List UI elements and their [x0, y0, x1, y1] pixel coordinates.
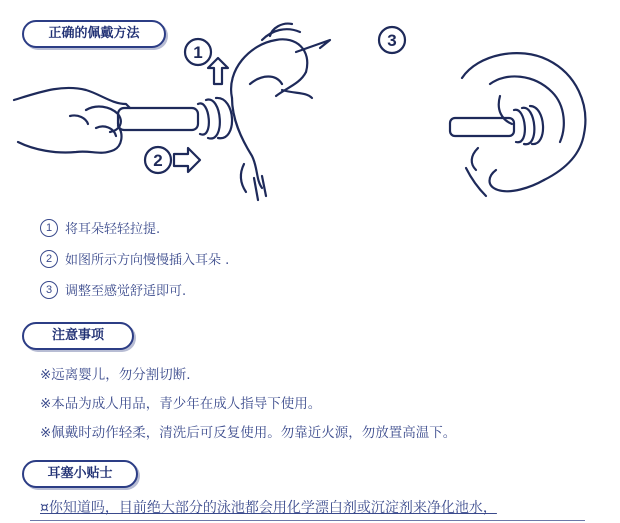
step-item — [40, 212, 229, 243]
label-2: 2 — [153, 151, 163, 170]
label-1: 1 — [193, 43, 203, 62]
arrow-right-icon — [174, 148, 200, 172]
notice-list — [40, 361, 456, 448]
notice-item: ※佩戴时动作轻柔，清洗后可反复使用。勿靠近火源，勿放置高温下。 — [40, 425, 457, 441]
wearing-steps — [40, 212, 229, 305]
header-wearing-method: 正确的佩戴方法 — [22, 20, 166, 48]
step-item — [40, 243, 229, 274]
step-number: 3 — [40, 281, 58, 299]
step-text: 如图所示方向慢慢插入耳朵 . — [65, 253, 230, 268]
tip-text: ¤你知道吗，目前绝大部分的泳池都会用化学漂白剂或沉淀剂来净化池水， — [40, 500, 497, 516]
earplug-drawing — [118, 98, 232, 139]
step-text: 调整至感觉舒适即可. — [65, 284, 187, 299]
notice-item: ※本品为成人用品，青少年在成人指导下使用。 — [40, 396, 322, 412]
arrow-up-icon — [208, 58, 228, 84]
step-item — [40, 274, 229, 305]
divider — [30, 520, 585, 521]
step-text: 将耳朵轻轻拉提. — [65, 222, 161, 237]
step-number: 1 — [40, 219, 58, 237]
earplug-illustration — [0, 0, 620, 210]
hand-drawing — [14, 88, 130, 153]
notice-item: ※远离婴儿，勿分割切断. — [40, 367, 191, 383]
label-3: 3 — [387, 31, 397, 50]
ear-drawing-1 — [231, 24, 330, 200]
ear-drawing-3 — [450, 53, 585, 196]
header-tips: 耳塞小贴士 — [22, 460, 138, 488]
step-number: 2 — [40, 250, 58, 268]
header-notice: 注意事项 — [22, 322, 134, 350]
